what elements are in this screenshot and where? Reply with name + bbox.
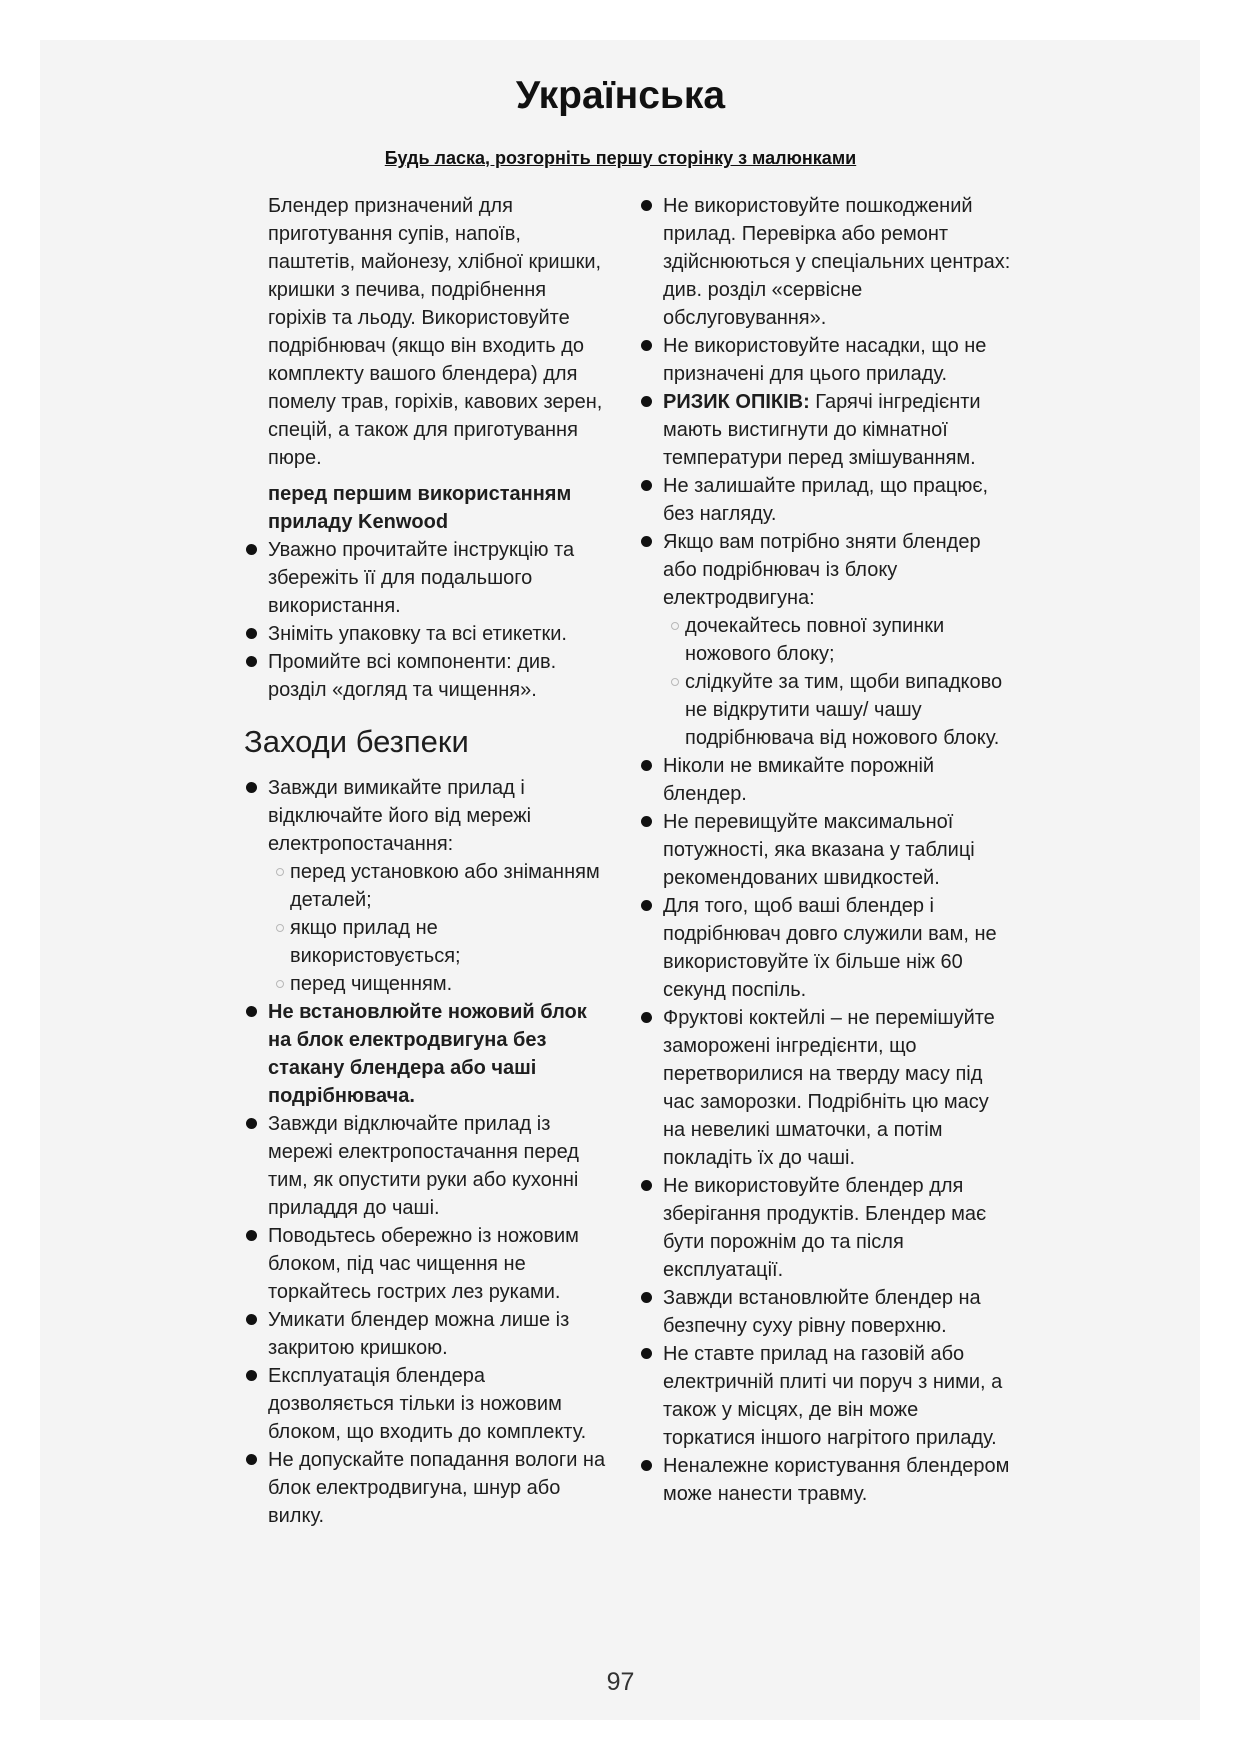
list-item: Для того, щоб ваші блендер і подрібнювач довго служили вам, не використовуйте їх більше ніж 60 секунд поспіль.: [663, 892, 1015, 1004]
sublist-item: слідкуйте за тим, щоби випадково не відкрутити чашу/ чашу подрібнювача від ножового блоку.: [663, 668, 1015, 752]
left-column: [244, 192, 608, 1530]
safety-heading: Заходи безпеки: [244, 724, 469, 759]
list-item: Завжди відключайте прилад із мережі електропостачання перед тим, як опустити руки або кухонні приладдя до чаші.: [268, 1110, 608, 1222]
list-item: Не ставте прилад на газовій або електричній плиті чи поруч з ними, а також у місцях, де він може торкатися іншого нагрітого приладу.: [663, 1340, 1015, 1452]
list-item: Уважно прочитайте інструкцію та збережіть її для подальшого використання.: [268, 536, 608, 620]
list-item: Поводьтесь обережно із ножовим блоком, під час чищення не торкайтесь гострих лез руками.: [268, 1222, 608, 1306]
list-item: [663, 388, 1015, 472]
before-first-use-list: [268, 536, 608, 704]
sublist-item: дочекайтесь повної зупинки ножового блоку;: [663, 612, 1015, 668]
list-item: Промийте всі компоненти: див. розділ «догляд та чищення».: [268, 648, 608, 704]
safety-list: [268, 774, 608, 1530]
right-column: [663, 192, 1015, 1508]
list-item: Ніколи не вмикайте порожній блендер.: [663, 752, 1015, 808]
safety-list-continued: [663, 192, 1015, 1508]
safety-sublist: [268, 858, 608, 998]
list-item: Не встановлюйте ножовий блок на блок електродвигуна без стакану блендера або чаші подрібнювача.: [268, 998, 608, 1110]
list-item: Не використовуйте насадки, що не призначені для цього приладу.: [663, 332, 1015, 388]
sublist-item: перед чищенням.: [268, 970, 608, 998]
sublist-item: перед установкою або зніманням деталей;: [268, 858, 608, 914]
page-background: [40, 40, 1200, 1720]
list-item: [268, 774, 608, 998]
page-title: Українська: [515, 74, 726, 117]
before-first-use-heading: перед першим використанням приладу Kenwood: [268, 483, 572, 533]
page-subtitle: Будь ласка, розгорніть першу сторінку з малюнками: [384, 148, 857, 168]
safety-item-text: Завжди вимикайте прилад і відключайте його від мережі електропостачання:: [268, 777, 532, 855]
list-item: Фруктові коктейлі – не перемішуйте заморожені інгредієнти, що перетворилися на тверду масу під час заморозки. Подрібніть цю масу на невеликі шматочки, а потім покладіть їх до чаші.: [663, 1004, 1015, 1172]
remove-item-text: Якщо вам потрібно зняти блендер або подрібнювач із блоку електродвигуна:: [663, 531, 981, 609]
list-item: Завжди встановлюйте блендер на безпечну суху рівну поверхню.: [663, 1284, 1015, 1340]
list-item: Не залишайте прилад, що працює, без нагляду.: [663, 472, 1015, 528]
page-number: 97: [606, 1668, 635, 1696]
list-item: Не перевищуйте максимальної потужності, яка вказана у таблиці рекомендованих швидкостей.: [663, 808, 1015, 892]
list-item: Не допускайте попадання вологи на блок електродвигуна, шнур або вилку.: [268, 1446, 608, 1530]
list-item: Не використовуйте блендер для зберігання продуктів. Блендер має бути порожнім до та після експлуатації.: [663, 1172, 1015, 1284]
sublist-item: якщо прилад не використовується;: [268, 914, 608, 970]
intro-paragraph: Блендер призначений для приготування супів, напоїв, паштетів, майонезу, хлібної кришки, кришки з печива, подрібнення горіхів та льоду. Використовуйте подрібнювач (якщо він входить до комплекту вашого блендера) для помелу трав, горіхів, кавових зерен, спецій, а також для приготування пюре.: [268, 195, 603, 469]
list-item: Неналежне користування блендером може нанести травму.: [663, 1452, 1015, 1508]
burn-risk-text: Гарячі інгредієнти мають вистигнути до кімнатної температури перед змішуванням.: [663, 391, 981, 469]
list-item: Умикати блендер можна лише із закритою кришкою.: [268, 1306, 608, 1362]
list-item: Не використовуйте пошкоджений прилад. Перевірка або ремонт здійснюються у спеціальних центрах: див. розділ «сервісне обслуговування».: [663, 192, 1015, 332]
list-item: Зніміть упаковку та всі етикетки.: [268, 620, 608, 648]
remove-sublist: [663, 612, 1015, 752]
list-item: Експлуатація блендера дозволяється тільки із ножовим блоком, що входить до комплекту.: [268, 1362, 608, 1446]
list-item: [663, 528, 1015, 752]
burn-risk-label: РИЗИК ОПІКІВ:: [663, 391, 810, 413]
